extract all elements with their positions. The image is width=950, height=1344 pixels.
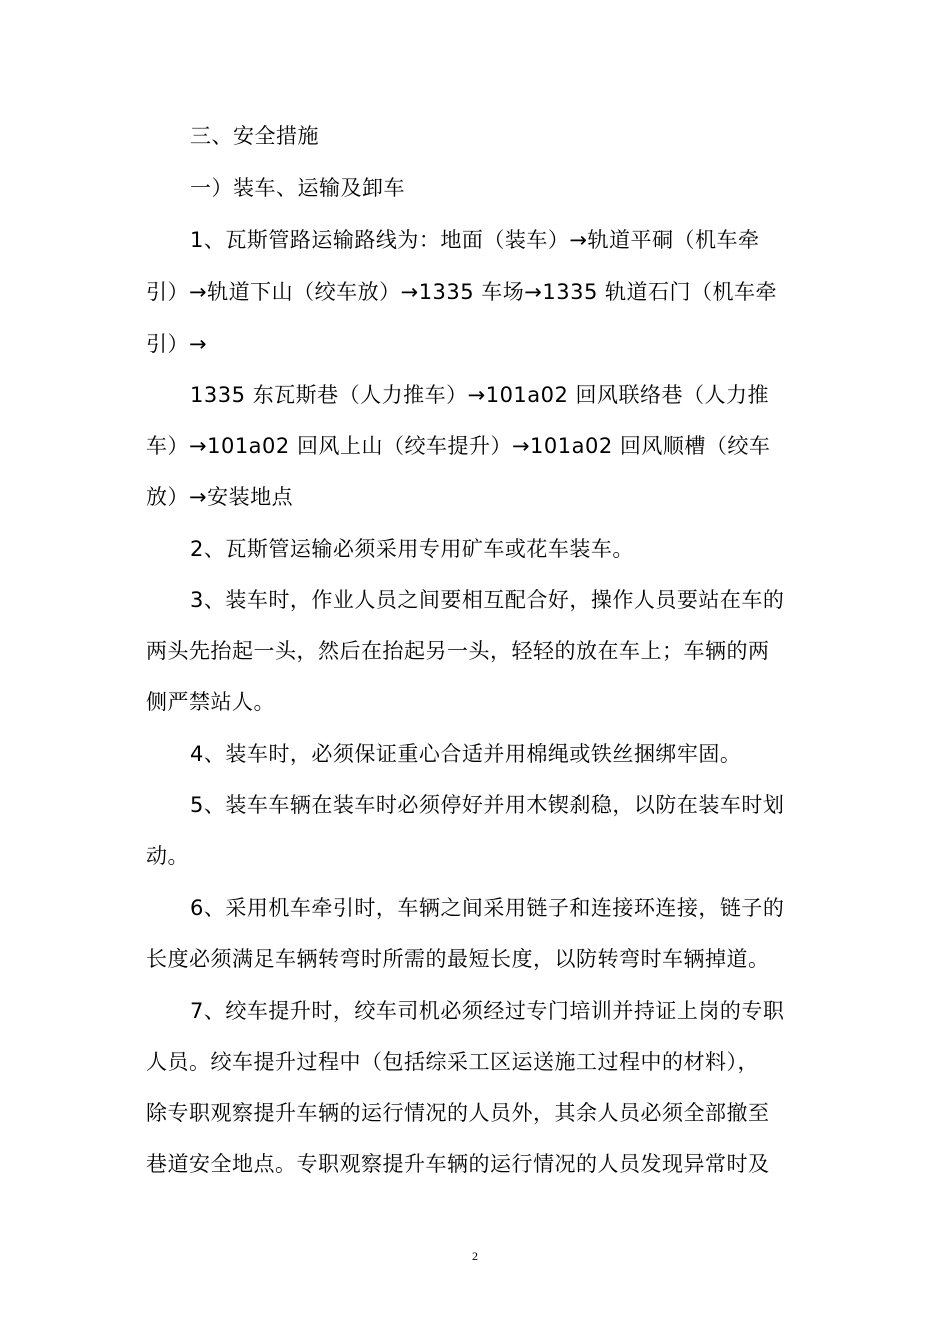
- paragraph-line: 6、采用机车牵引时，车辆之间采用链子和连接环连接，链子的: [190, 896, 785, 920]
- paragraph-line: 引）→: [146, 332, 208, 356]
- subsection-heading: 一）装车、运输及卸车: [190, 176, 405, 200]
- paragraph-line: 车）→101a02 回风上山（绞车提升）→101a02 回风顺槽（绞车: [146, 434, 771, 458]
- paragraph-line: 1、瓦斯管路运输路线为：地面（装车）→轨道平硐（机车牵: [190, 228, 760, 252]
- page-number: 2: [472, 1249, 478, 1263]
- paragraph-line: 侧严禁站人。: [146, 690, 275, 714]
- paragraph-line: 长度必须满足车辆转弯时所需的最短长度，以防转弯时车辆掉道。: [146, 947, 770, 971]
- paragraph-line: 1335 东瓦斯巷（人力推车）→101a02 回风联络巷（人力推: [190, 383, 770, 407]
- paragraph-line: 巷道安全地点。专职观察提升车辆的运行情况的人员发现异常时及: [146, 1152, 770, 1176]
- paragraph-line: 2、瓦斯管运输必须采用专用矿车或花车装车。: [190, 537, 634, 561]
- paragraph-line: 引）→轨道下山（绞车放）→1335 车场→1335 轨道石门（机车牵: [146, 280, 778, 304]
- paragraph-line: 人员。绞车提升过程中（包括综采工区运送施工过程中的材料），: [146, 1050, 759, 1074]
- paragraph-line: 放）→安装地点: [146, 485, 294, 509]
- paragraph-line: 4、装车时，必须保证重心合适并用棉绳或铁丝捆绑牢固。: [190, 742, 742, 766]
- paragraph-line: 3、装车时，作业人员之间要相互配合好，操作人员要站在车的: [190, 588, 785, 612]
- paragraph-line: 两头先抬起一头，然后在抬起另一头，轻轻的放在车上；车辆的两: [146, 639, 770, 663]
- paragraph-line: 除专职观察提升车辆的运行情况的人员外，其余人员必须全部撤至: [146, 1101, 770, 1125]
- paragraph-line: 7、绞车提升时，绞车司机必须经过专门培训并持证上岗的专职: [190, 999, 785, 1023]
- section-heading: 三、安全措施: [190, 124, 319, 148]
- paragraph-line: 5、装车车辆在装车时必须停好并用木锲刹稳，以防在装车时划: [190, 793, 785, 817]
- paragraph-line: 动。: [146, 844, 189, 868]
